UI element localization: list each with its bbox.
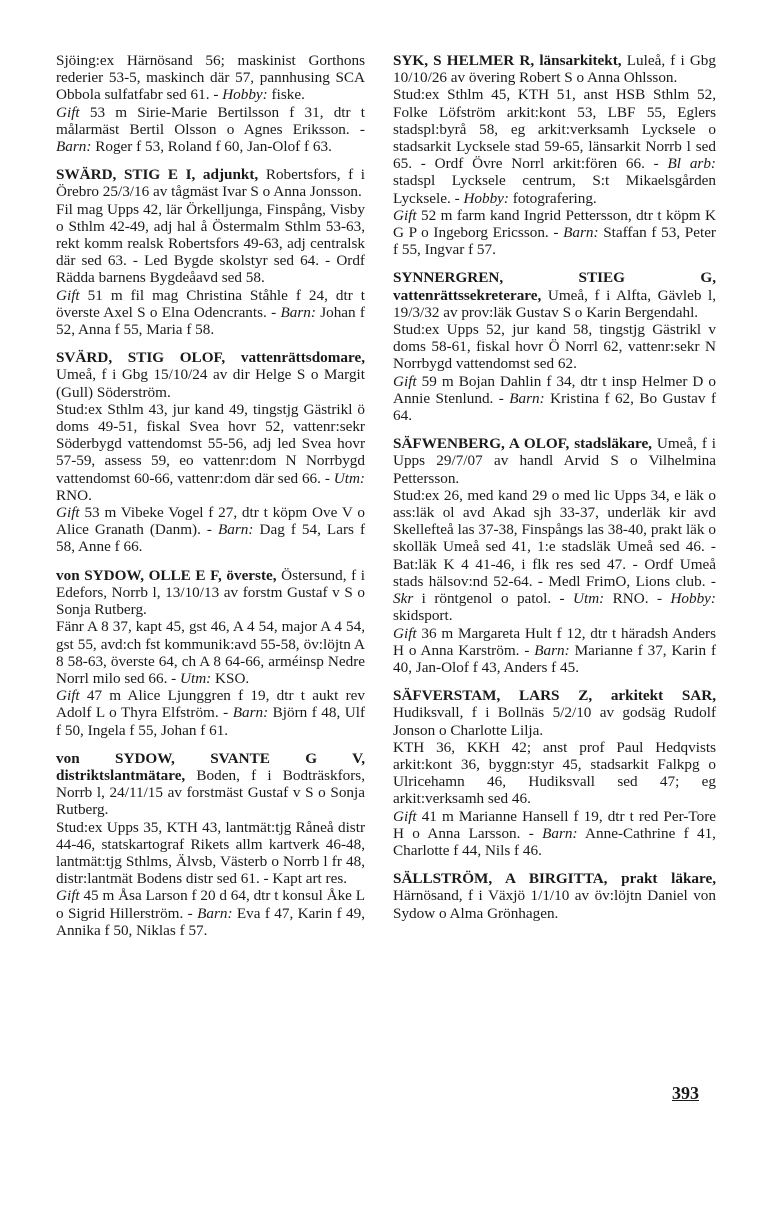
entry-text: Björn f 48, Ulf f 50, Ingela f 55, Johan f 61. [56,704,365,739]
entry-heading: SYK, S HELMER R, länsarkitekt, [393,52,622,69]
entry-text: Stud:ex 26, med kand 29 o med lic Upps 34, e läk o ass:läk ol avd Akad sjh 33-37, underläk kir avd Skellefteå las 37-38, Finspångs las 38-40, prakt läk o skolläk Umeå sed 41, 1:e stadsläk Umeå sed 46. - Bat:läk K 4 41-46, i flk res sed 47. - Ordf Umeå stads hälsov:nd 52-64. - Medl FrimO, Lions club. - [393,486,716,590]
entry-paragraph [56,166,365,200]
italic-label: Gift [56,687,80,705]
biography-entry [56,166,365,338]
entry-paragraph [393,687,716,739]
entry-text: Sjöing:ex Härnösand 56; maskinist Gorthons rederier 53-5, maskinch där 57, pannhusing SCA Obbola sulfatfabr sed 61. - [56,52,365,104]
italic-label: Barn: [56,138,92,156]
italic-label: Barn: [563,224,599,242]
entry-text: skidsport. [393,607,453,625]
entry-text: Stud:ex Sthlm 43, jur kand 49, tingstjg Gästrikl ö doms 49-51, fiskal Svea hovr 52, vattenr:sekr Söderbygd vattendomst 55-56, adj led Svea hovr 57-59, assess 59, eo vattenr:dom N Norrbygd vattendomst 60-66, vattenr:dom där sed 66. - [56,400,365,487]
italic-label: Gift [393,807,417,825]
entry-paragraph [393,739,716,808]
italic-label: Barn: [218,521,254,539]
entry-heading: SWÄRD, STIG E I, adjunkt, [56,166,259,184]
left-column [56,52,365,950]
entry-text: 51 m fil mag Christina Ståhle f 24, dtr t överste Axel S o Elna Odencrants. - [56,286,365,321]
italic-label: Gift [56,103,80,121]
biography-entry [56,750,365,939]
entry-heading: von SYDOW, OLLE E F, överste, [56,566,277,584]
entry-text: RNO. [56,486,92,504]
entry-heading: SÄLLSTRÖM, A BIRGITTA, prakt läkare, [393,870,716,888]
entry-text: 59 m Bojan Dahlin f 34, dtr t insp Helmer D o Annie Stenlund. - [393,372,716,407]
entry-text: Roger f 53, Roland f 60, Jan-Olof f 63. [91,138,332,156]
entry-text: KSO. [211,669,250,687]
biography-entry [393,870,716,922]
entry-text: 47 m Alice Ljunggren f 19, dtr t aukt rev Adolf L o Thyra Elfström. - [56,687,365,722]
entry-text: Luleå, f i Gbg 10/10/26 av övering Robert S o Anna Ohlsson. [393,52,716,87]
entry-heading: von SYDOW, SVANTE G V, distriktslantmätare, [56,749,365,784]
italic-label: Gift [56,887,80,905]
entry-text: 52 m farm kand Ingrid Pettersson, dtr t köpm K G P o Ingeborg Ericsson. - [393,206,716,242]
entry-paragraph [56,201,365,287]
entry-paragraph [393,870,716,922]
entry-text: KTH 36, KKH 42; anst prof Paul Hedqvists arkit:kont 36, byggn:styr 45, stadsarkit Falkpg o Ulricehamn 46, Hudiksvall sed 47; eg arkit:verksamh sed 46. [393,738,716,808]
italic-label: Utm: [180,669,212,687]
italic-label: Barn: [232,704,269,722]
entry-paragraph [393,808,716,860]
biography-entry [393,52,716,258]
entry-text: Hudiksvall, f i Bollnäs 5/2/10 av godsäg Rudolf Jonson o Charlotte Lilja. [393,704,716,739]
entry-text: Umeå, f i Upps 29/7/07 av handl Arvid S o Vilhelmina Pettersson. [393,435,716,487]
entry-paragraph [56,618,365,687]
entry-text: 45 m Åsa Larson f 20 d 64, dtr t konsul Åke L o Sigrid Hillerström. - [56,887,365,922]
entry-paragraph [56,104,365,156]
entry-text: Dag f 54, Lars f 58, Anne f 66. [56,521,365,556]
entry-paragraph [56,401,365,504]
italic-label: Barn: [534,641,570,659]
right-column [393,52,716,933]
page-number: 393 [672,1083,699,1103]
entry-paragraph [56,504,365,556]
entry-paragraph [56,687,365,739]
entry-text: 36 m Margareta Hult f 12, dtr t häradsh Anders H o Anna Karström. - [393,624,716,659]
entry-paragraph [393,207,716,259]
entry-paragraph [56,52,365,104]
entry-text: stadspl Lycksele centrum, S:t Mikaelsgården Lycksele. - [393,172,716,207]
italic-label: Utm: [573,590,605,608]
italic-label: Gift [393,206,417,224]
italic-label: Hobby: [670,590,716,608]
entry-text: Stud:ex Upps 52, jur kand 58, tingstjg Gästrikl v doms 58-61, fiskal hovr Ö Norrl 62, vattenr:sekr N Norrbygd vattendomst sed 62. [393,321,716,373]
italic-label: Hobby: [222,86,268,104]
entry-text: Umeå, f i Alfta, Gävleb l, 19/3/32 av prov:läk Gustav S o Karin Bergendahl. [393,286,716,321]
entry-heading: SÄFWENBERG, A OLOF, stadsläkare, [393,435,652,453]
entry-paragraph [56,287,365,339]
entry-heading: SVÄRD, STIG OLOF, vattenrättsdomare, [56,349,365,367]
entry-heading: SÄFVERSTAM, LARS Z, arkitekt SAR, [393,687,716,705]
entry-heading: SYNNERGREN, STIEG G, vattenrättssekreterare, [393,269,716,304]
italic-label: Bl arb: [667,155,716,173]
entry-paragraph [393,625,716,677]
entry-paragraph [56,750,365,819]
italic-label: Hobby: [463,189,509,207]
entry-paragraph [393,321,716,373]
biography-entry [56,349,365,555]
entry-paragraph [393,487,716,625]
italic-label: Gift [393,372,417,390]
entry-text: fotografering. [509,189,597,207]
italic-label: Gift [56,286,80,304]
entry-paragraph [393,86,716,206]
italic-label: Barn: [197,904,233,922]
entry-text: Boden, f i Bodträskfors, Norrb l, 24/11/15 av forstmäst Gustaf v S o Sonja Rutberg. [56,766,365,819]
entry-text: RNO. - [604,590,671,608]
entry-text: 41 m Marianne Hansell f 19, dtr t red Per-Tore H o Anna Larsson. - [393,807,716,842]
entry-text: Fänr A 8 37, kapt 45, gst 46, A 4 54, major A 4 54, gst 55, avd:ch fst kommunik:avd 55-58, öv:löjtn A 8 58-63, överste 64, ch A 8 64-66, arméinsp Nedre Norrl milo sed 66. - [56,618,365,687]
italic-label: Skr [393,590,414,608]
italic-label: Gift [56,504,80,522]
biography-entry [393,435,716,676]
entry-paragraph [56,567,365,619]
entry-text: Robertsfors, f i Örebro 25/3/16 av tågmäst Ivar S o Anna Jonsson. [56,166,365,201]
entry-text: Stud:ex Upps 35, KTH 43, lantmät:tjg Råneå distr 44-46, statskartograf Rikets allm kartverk 46-48, lantmät:tjg Sthlms, Älvsb, Västerb o Norrb l fr 48, distr:lantmät Bodens distr sed 61. - Kapt art res. [56,818,365,888]
biography-entry [393,269,716,424]
entry-text: Johan f 52, Anna f 55, Maria f 58. [56,303,365,339]
italic-label: Gift [393,624,417,642]
entry-paragraph [393,435,716,487]
entry-paragraph [393,373,716,425]
entry-text: 53 m Vibeke Vogel f 27, dtr t köpm Ove V o Alice Granath (Danm). - [56,504,365,539]
entry-paragraph [56,819,365,888]
entry-text: Kristina f 62, Bo Gustav f 64. [393,389,716,425]
entry-text: Marianne f 37, Karin f 40, Jan-Olof f 43, Anders f 45. [393,641,716,676]
italic-label: Barn: [280,303,316,321]
biography-entry [56,567,365,739]
italic-label: Utm: [333,469,365,487]
entry-paragraph [393,269,716,321]
entry-text: Umeå, f i Gbg 15/10/24 av dir Helge S o Margit (Gull) Söderström. [56,366,365,401]
entry-paragraph [56,349,365,401]
entry-paragraph [393,52,716,86]
entry-text: Anne-Cathrine f 41, Charlotte f 44, Nils f 46. [393,824,716,859]
entry-text: Östersund, f i Edefors, Norrb l, 13/10/13 av forstm Gustaf v S o Sonja Rutberg. [56,566,365,619]
entry-text: Stud:ex Sthlm 45, KTH 51, anst HSB Sthlm 52, Folke Löfström arkit:kont 53, LBF 55, Eglers stadspl:byrå 58, eg arkit:verksamh Lycksele o stadsarkit Lycksele stad 59-65, länsarkit Norrb l sed 65. - Ordf Övre Norrl arkit:fören 66. - [393,86,716,173]
entry-text: Fil mag Upps 42, lär Örkelljunga, Finspång, Visby o Sthlm 42-49, adj hal å Östermalm Sthlm 53-63, rekt komm realsk Robertsfors 49-63, adj centralsk där sed 63. - Led Bygde skolstyr sed 64. - Ordf Rädda barnens Bygdeåavd sed 58. [56,200,365,287]
entry-text: fiske. [267,86,305,104]
entry-text: Staffan f 53, Peter f 55, Ingvar f 57. [393,224,716,259]
entry-paragraph [56,887,365,939]
entry-text: Härnösand, f i Växjö 1/1/10 av öv:löjtn Daniel von Sydow o Alma Grönhagen. [393,887,716,922]
entry-text: 53 m Sirie-Marie Bertilsson f 31, dtr t målarmäst Bertil Olsson o Agnes Eriksson. - [56,103,365,138]
italic-label: Barn: [509,389,545,407]
biography-entry [393,687,716,859]
italic-label: Barn: [542,824,578,842]
entry-text: Eva f 47, Karin f 49, Annika f 50, Niklas f 57. [56,904,365,939]
entry-text: i röntgenol o patol. - [413,590,574,608]
biography-entry [56,52,365,155]
